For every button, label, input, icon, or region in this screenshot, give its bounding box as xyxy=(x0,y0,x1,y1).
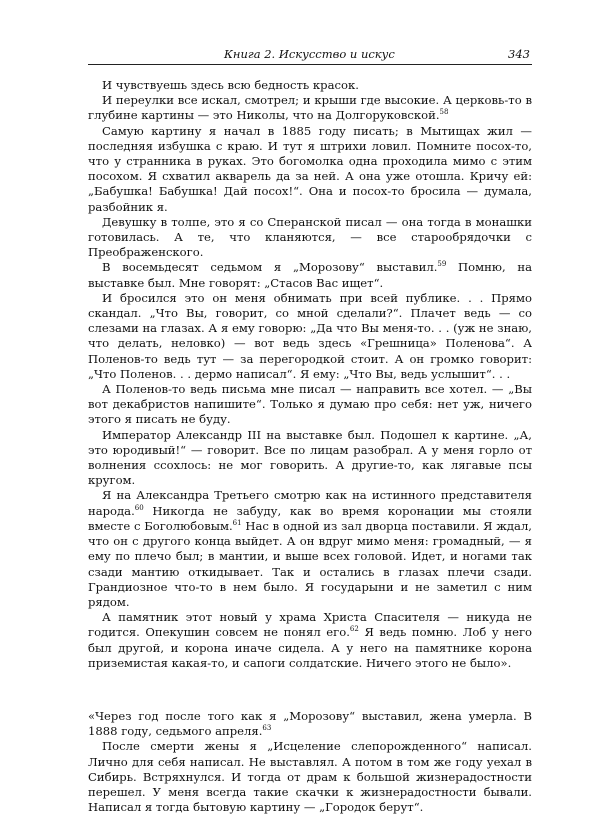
footnote-ref: 61 xyxy=(232,519,242,528)
running-header xyxy=(88,44,532,65)
footnote-ref: 62 xyxy=(349,625,359,634)
paragraph: Самую картину я начал в 1885 году писать; в Мытищах жил — последняя избушка с краю. И тут я штрихи ловил. Помните посох-то, что у странника в руках. Это богомолка одна проходила мимо с этим посохом. Я схватил акварель да за ней. А она уже отошла. Кричу ей: „Бабушка! Бабушка! Дай посох!“. Она и посох-то бросила — думала, разбойник я. xyxy=(88,123,532,214)
paragraph: Я на Александра Третьего смотрю как на истинного представителя народа.$^{60}$ Никогда не забуду, как во время коронации мы стояли вместе с Боголюбовым.$^{61}$ Нас в одной из зал дворца поставили. Я ждал, что он с другого конца выйдет. А он вдруг мимо меня: громадный, — я ему по плечо был; в мантии, и выше всех головой. Идет, и ногами так сзади мантию откидывает. Так и остались в глазах плечи сзади. Грандиозное что-то в нем было. Я государыни и не заметил с ним рядом. xyxy=(88,488,532,609)
paragraph: «Через год после того как я „Морозову“ выставил, жена умерла. В 1888 году, седьмого апреля.$^{63}$ xyxy=(88,708,532,739)
paragraph: После смерти жены я „Исцеление слепорожденного“ написал. Лично для себя написал. Не выставлял. А потом в том же году уехал в Сибирь. Встряхнулся. И тогда от драм к большой жизнерадостности перешел. У меня всегда такие скачки к жизнерадостности бывали. Написал я тогда бытовую картину — „Городок берут“. xyxy=(88,739,532,815)
paragraph: А Поленов-то ведь письма мне писал — направить все хотел. — „Вы вот декабристов напишите“. Только я думаю про себя: нет уж, ничего этого я писать не буду. xyxy=(88,382,532,427)
footnote-ref: 60 xyxy=(134,503,144,512)
page-body xyxy=(88,78,532,815)
running-title: Книга 2. Искусство и искус xyxy=(224,47,395,61)
paragraph: И переулки все искал, смотрел; и крыши где высокие. А церковь-то в глубине картины — это Николы, что на Долгоруковской.$^{58}$ xyxy=(88,93,532,123)
section-gap xyxy=(88,671,532,709)
paragraph: Император Александр III на выставке был. Подошел к картине. „А, это юродивый!“ — говорит. Все по лицам разобрал. А у меня горло от волнения ссохлось: не мог говорить. А другие-то, как лягавые псы кругом. xyxy=(88,427,532,488)
footnote-ref: 63 xyxy=(262,724,272,733)
paragraph: И чувствуешь здесь всю бедность красок. xyxy=(102,78,359,92)
paragraph: В восемьдесят седьмом я „Морозову“ выставил.$^{59}$ Помню, на выставке был. Мне говорят: „Стасов Вас ищет“. xyxy=(88,260,533,290)
footnote-ref: 58 xyxy=(439,108,449,117)
page-number: 343 xyxy=(508,47,530,61)
footnote-ref: 59 xyxy=(437,260,447,269)
paragraph: Девушку в толпе, это я со Сперанской писал — она тогда в монашки готовилась. А те, что кланяются, — все старообрядочки с Преображенского. xyxy=(88,214,532,260)
paragraph: А памятник этот новый у храма Христа Спасителя — никуда не годится. Опекушин совсем не понял его.$^{62}$ Я ведь помню. Лоб у него был другой, и корона иначе сидела. А у него на памятнике корона приземистая какая-то, и сапоги солдатские. Ничего этого не было». xyxy=(88,610,532,670)
paragraph: И бросился это он меня обнимать при всей публике. . . Прямо скандал. „Что Вы, говорит, со мной сделали?“. Плачет ведь — со слезами на глазах. А я ему говорю: „Да что Вы меня-то. . . (уж не знаю, что делать, неловко) — вот ведь здесь «Грешница» Поленова“. А Поленов-то ведь тут — за перегородкой стоит. А он громко говорит: „Что Поленов. . . дермо написал“. Я ему: „Что Вы, ведь услышит“. . . xyxy=(88,290,532,381)
